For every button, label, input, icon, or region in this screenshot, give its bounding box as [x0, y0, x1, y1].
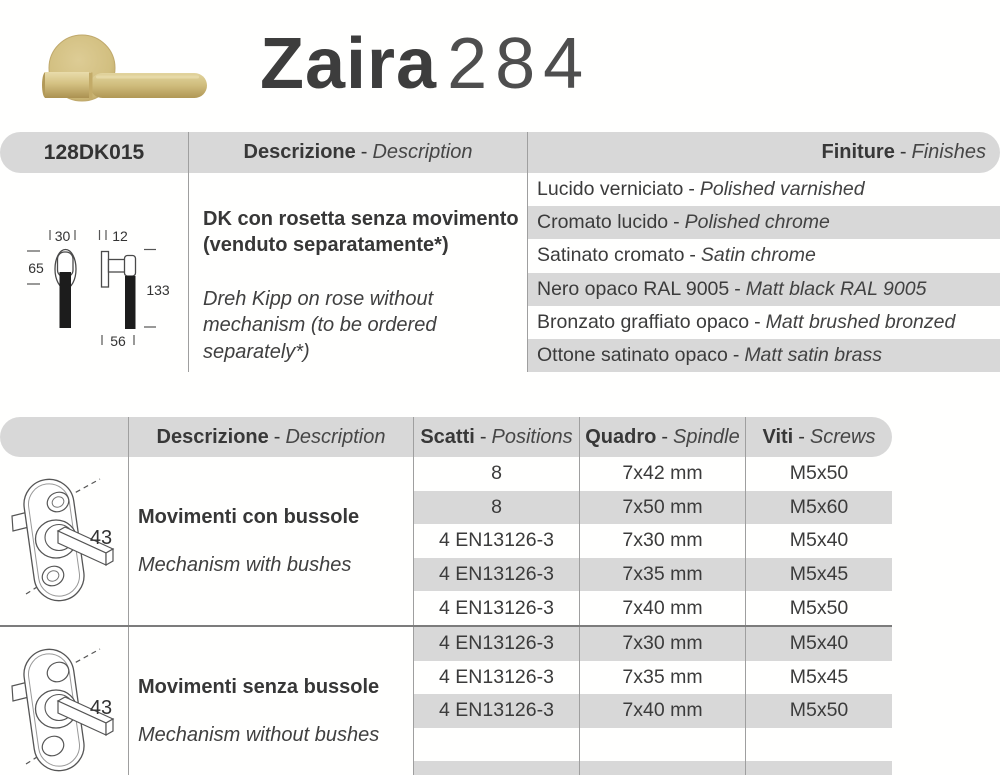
mechanism-label-italian: Movimenti senza bussole [138, 675, 380, 698]
finish-item: Ottone satinato opaco - Matt satin brass [528, 339, 1000, 372]
table-row: 4 EN13126-3 7x35 mm M5x45 [414, 558, 892, 592]
mechanism-label-english: Mechanism without bushes [138, 723, 380, 746]
mechanism-with-bushes-icon [2, 465, 126, 617]
mechanism-without-bushes-icon [2, 635, 126, 775]
positions-header: Scatti - Positions [414, 417, 580, 457]
dimension-drawing-icon [0, 173, 188, 372]
finishes-list [528, 173, 1000, 372]
svg-text:65: 65 [28, 260, 44, 276]
table-row: 4 EN13126-3 7x30 mm M5x40 [414, 524, 892, 558]
finish-item: Cromato lucido - Polished chrome [528, 206, 1000, 239]
mechanism-description [129, 457, 414, 625]
table-row [414, 761, 892, 775]
product-table-header [0, 132, 1000, 173]
mechanism-drawing [0, 627, 129, 775]
mechanism-group-without-bushes [0, 627, 892, 775]
finish-item: Bronzato graffiato opaco - Matt brushed bronzed [537, 310, 956, 333]
svg-text:30: 30 [54, 228, 71, 244]
mechanism-label-english: Mechanism with bushes [138, 553, 352, 576]
svg-text:56: 56 [110, 333, 126, 349]
table-row [414, 728, 892, 762]
mechanism-rows [414, 627, 892, 775]
page-title [260, 24, 592, 104]
product-code: 128DK015 [0, 132, 189, 173]
mechanism-drawing [0, 457, 129, 625]
svg-text:12: 12 [112, 228, 128, 244]
mech-description-header: Descrizione - Description [129, 417, 414, 457]
product-number: 284 [447, 24, 592, 104]
table-row: 4 EN13126-3 7x40 mm M5x50 [414, 694, 892, 728]
image-column-header [0, 417, 129, 457]
mechanisms-table-header [0, 417, 892, 457]
svg-text:43: 43 [89, 527, 113, 549]
description-column-header: Descrizione - Description [189, 132, 528, 173]
svg-text:133: 133 [146, 282, 170, 298]
description-english: Dreh Kipp on rose without mechanism (to be ordered separately*) [203, 287, 437, 363]
table-row: 8 7x50 mm M5x60 [414, 491, 892, 525]
svg-text:43: 43 [89, 697, 113, 719]
finish-item: Satinato cromato - Satin chrome [537, 244, 816, 267]
finish-item: Nero opaco RAL 9005 - Matt black RAL 9005 [528, 273, 1000, 306]
table-row: 4 EN13126-3 7x35 mm M5x45 [414, 661, 892, 695]
finish-item: Lucido verniciato - Polished varnished [537, 178, 865, 201]
product-photo-handle-icon [12, 12, 212, 124]
product-table-body [0, 173, 1000, 372]
mechanism-rows [414, 457, 892, 625]
screws-header: Viti - Screws [762, 425, 876, 448]
product-description [189, 173, 528, 372]
technical-drawing [0, 173, 189, 372]
mechanism-group-with-bushes [0, 457, 892, 625]
product-name: Zaira [260, 24, 438, 104]
mechanism-description [129, 627, 414, 775]
finishes-column-header: Finiture - Finishes [821, 141, 986, 163]
table-row: 8 7x42 mm M5x50 [414, 457, 892, 491]
description-italian: DK con rosetta senza movimento (venduto separatamente*) [203, 208, 519, 257]
mechanism-label-italian: Movimenti con bussole [138, 505, 360, 528]
table-row: 4 EN13126-3 7x30 mm M5x40 [414, 627, 892, 661]
table-row: 4 EN13126-3 7x40 mm M5x50 [414, 591, 892, 625]
spindle-header: Quadro - Spindle [580, 417, 746, 457]
